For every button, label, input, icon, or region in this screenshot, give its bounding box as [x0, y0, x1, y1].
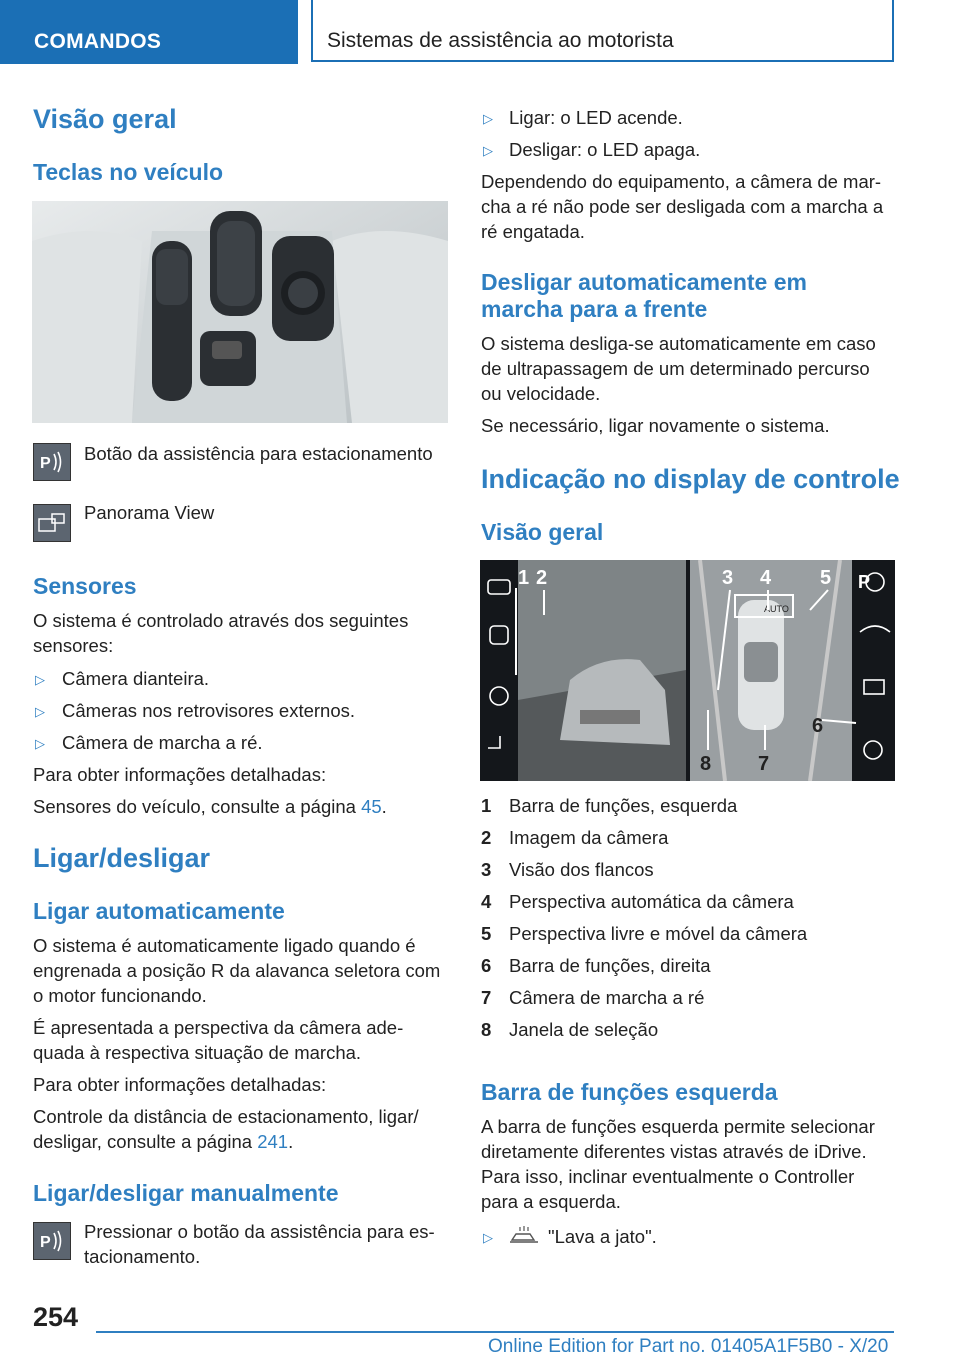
- heading-overview: Visão geral: [33, 104, 177, 134]
- heading-onoff: Ligar/desligar: [33, 843, 211, 873]
- autooff-line: O sistema desliga-se automaticamente em caso: [481, 333, 876, 354]
- triangle-right-icon: ▷: [35, 736, 45, 751]
- sensors-intro-line2: sensores:: [33, 635, 114, 656]
- heading-auto-on: Ligar automaticamente: [33, 898, 285, 924]
- auto-paragraph-line: O sistema é automaticamente ligado quando é: [33, 935, 416, 956]
- depend-line: ré engatada.: [481, 221, 585, 242]
- auto-paragraph-line: o motor funcionando.: [33, 985, 207, 1006]
- svg-text:P: P: [40, 455, 51, 472]
- legend-number: 2: [481, 827, 492, 848]
- depend-line: Dependendo do equipamento, a câmera de mar-: [481, 171, 882, 192]
- callout-5: 5: [820, 567, 832, 589]
- leftbar-line: para a esquerda.: [481, 1191, 621, 1212]
- legend-text: Câmera de marcha a ré: [509, 987, 705, 1008]
- header-section: COMANDOS: [34, 30, 162, 53]
- park-assist-icon: [33, 443, 71, 481]
- legend-number: 3: [481, 859, 492, 880]
- auto-paragraph-line: engrenada a posição R da alavanca seletora com: [33, 960, 441, 981]
- triangle-right-icon: ▷: [35, 672, 45, 687]
- heading-autooff-line1: Desligar automaticamente em: [481, 269, 807, 295]
- callout-6: 6: [812, 715, 824, 737]
- legend-number: 8: [481, 1019, 492, 1040]
- triangle-right-icon: ▷: [483, 143, 493, 158]
- key1-label: Botão da assistência para estacionamento: [84, 443, 433, 464]
- pdc-reference-line1: Controle da distância de estacionamento, ligar/: [33, 1106, 419, 1127]
- led-on-item: Ligar: o LED acende.: [509, 107, 683, 128]
- callout-8: 8: [700, 753, 712, 775]
- legend-text: Barra de funções, direita: [509, 955, 711, 976]
- autooff-line: ou velocidade.: [481, 383, 601, 404]
- header-chapter-box: [311, 0, 894, 62]
- control-display-illustration: [480, 560, 895, 781]
- page-link-45[interactable]: 45: [361, 796, 382, 817]
- center-console-photo: [32, 201, 448, 423]
- footer-rule: [96, 1331, 894, 1333]
- triangle-right-icon: ▷: [483, 111, 493, 126]
- legend-text: Barra de funções, esquerda: [509, 795, 738, 816]
- callout-4: 4: [760, 567, 772, 589]
- legend-number: 6: [481, 955, 492, 976]
- heading-overview2: Visão geral: [481, 519, 604, 545]
- svg-text:P: P: [858, 572, 871, 592]
- svg-text:P: P: [40, 1234, 51, 1251]
- leftbar-line: A barra de funções esquerda permite selecionar: [481, 1116, 875, 1137]
- pdc-reference-line2: desligar, consulte a página 241.: [33, 1131, 294, 1152]
- depend-line: cha a ré não pode ser desligada com a marcha a: [481, 196, 884, 217]
- legend-number: 7: [481, 987, 492, 1008]
- callout-3: 3: [722, 567, 734, 589]
- edition-note: Online Edition for Part no. 01405A1F5B0 - X/20: [488, 1336, 889, 1357]
- page-number: 254: [33, 1302, 79, 1332]
- legend-text: Imagem da câmera: [509, 827, 669, 848]
- car-wash-label: "Lava a jato".: [548, 1226, 657, 1247]
- park-assist-icon: [33, 1222, 71, 1260]
- sensor-item: Câmera dianteira.: [62, 668, 210, 689]
- screen-auto-label: AUTO: [764, 604, 789, 614]
- sensor-item: Câmera de marcha a ré.: [62, 732, 263, 753]
- sensors-reference: Sensores do veículo, consulte a página 45.: [33, 796, 387, 817]
- sensor-item: Câmeras nos retrovisores externos.: [62, 700, 356, 721]
- legend-text: Janela de seleção: [509, 1019, 659, 1040]
- manual-line1: Pressionar o botão da assistência para es-: [84, 1221, 435, 1242]
- legend-number: 5: [481, 923, 492, 944]
- heading-sensors: Sensores: [33, 573, 137, 599]
- led-off-item: Desligar: o LED apaga.: [509, 139, 701, 160]
- callout-7: 7: [758, 753, 770, 775]
- heading-keys: Teclas no veículo: [33, 159, 224, 185]
- leftbar-line: diretamente diferentes vistas através de iDrive.: [481, 1141, 867, 1162]
- sensors-intro-line1: O sistema é controlado através dos seguintes: [33, 610, 409, 631]
- callout-2: 2: [536, 567, 548, 589]
- manual-line2: tacionamento.: [84, 1246, 201, 1267]
- triangle-right-icon: ▷: [483, 1230, 493, 1245]
- autooff-line: de ultrapassagem de um determinado percurso: [481, 358, 870, 379]
- legend-number: 4: [481, 891, 492, 912]
- legend-text: Perspectiva automática da câmera: [509, 891, 794, 912]
- info-label: Para obter informações detalhadas:: [33, 1074, 327, 1095]
- callout-1: 1: [518, 567, 530, 589]
- legend-number: 1: [481, 795, 492, 816]
- legend-text: Perspectiva livre e móvel da câmera: [509, 923, 808, 944]
- panorama-view-icon: [33, 504, 71, 542]
- auto-paragraph-line: quada à respectiva situação de marcha.: [33, 1042, 362, 1063]
- leftbar-line: Para isso, inclinar eventualmente o Controller: [481, 1166, 855, 1187]
- page-link-241[interactable]: 241: [257, 1131, 289, 1152]
- autooff-line: Se necessário, ligar novamente o sistema.: [481, 415, 830, 436]
- key2-label: Panorama View: [84, 502, 215, 523]
- header-section-tab: [0, 0, 298, 64]
- legend-text: Visão dos flancos: [509, 859, 654, 880]
- heading-display: Indicação no display de controle: [481, 464, 900, 494]
- car-wash-icon: [508, 1224, 542, 1246]
- header-chapter: Sistemas de assistência ao motorista: [327, 29, 674, 52]
- auto-paragraph-line: É apresentada a perspectiva da câmera ade-: [33, 1017, 404, 1038]
- heading-autooff-line2: marcha para a frente: [481, 296, 708, 322]
- triangle-right-icon: ▷: [35, 704, 45, 719]
- heading-left-bar: Barra de funções esquerda: [481, 1079, 778, 1105]
- heading-manual: Ligar/desligar manualmente: [33, 1180, 339, 1206]
- info-label: Para obter informações detalhadas:: [33, 764, 327, 785]
